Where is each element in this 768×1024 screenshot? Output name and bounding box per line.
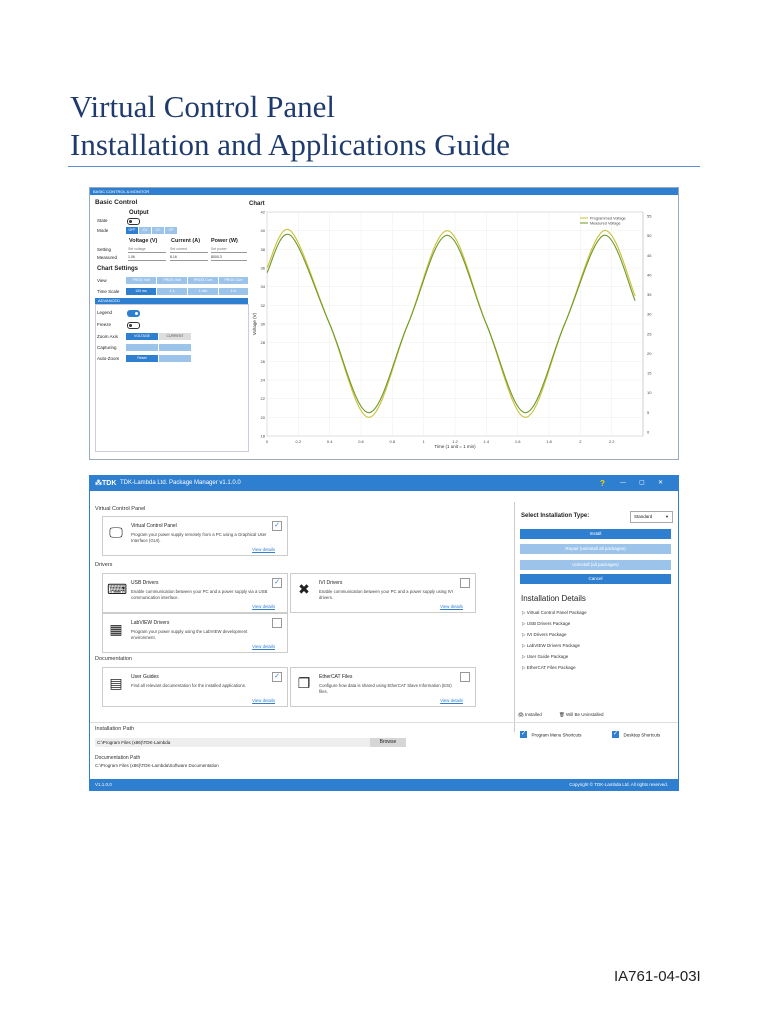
y-tick-label: 36 (260, 265, 265, 271)
package-name: IVI Drivers (319, 580, 343, 586)
package-checkbox[interactable] (460, 672, 470, 682)
installation-type-select[interactable] (630, 511, 673, 523)
output-heading: Output (129, 210, 149, 216)
y-tick-label: 24 (260, 377, 265, 383)
cancel-button[interactable]: Cancel (520, 574, 671, 584)
mode-off-button[interactable]: OFF (126, 227, 138, 234)
checkbox-icon: ✓ (612, 731, 619, 738)
voltage-heading: Voltage (V) (129, 238, 158, 244)
package-name: Virtual Control Panel (131, 523, 177, 529)
x-tick-label: 2 (579, 439, 582, 444)
x-tick-label: 0.2 (295, 439, 302, 444)
package-desc: Enable communication between your PC and a power supply using IVI drivers. (319, 589, 453, 600)
desktop-shortcuts-option[interactable] (612, 726, 660, 744)
freeze-label: Freeze (97, 322, 112, 327)
version-label: V1.1.0.0 (95, 782, 112, 787)
checkbox-icon: ✓ (520, 731, 527, 738)
y2-tick-label: 25 (647, 331, 652, 337)
mode-cv-button[interactable]: CV (139, 227, 151, 234)
x-tick-label: 0 (265, 439, 269, 444)
section-vcp: Virtual Control Panel (95, 506, 146, 512)
package-checkbox[interactable]: ✓ (272, 521, 282, 531)
advanced-label: ADVANCED (98, 298, 120, 303)
package-checkbox[interactable]: ✓ (272, 672, 282, 682)
package-checkbox[interactable]: ✓ (272, 578, 282, 588)
view-details-link[interactable]: View details (440, 604, 463, 609)
y-axis-label: Voltage (V) (252, 312, 257, 336)
time-100ms-button[interactable]: 100 ms (126, 288, 156, 295)
vcp-header: BASIC CONTROL & MONITOR (90, 188, 678, 195)
y2-tick-label: 30 (647, 311, 652, 317)
time-scale-label: Time Scale (97, 289, 120, 294)
y2-tick-label: 15 (647, 370, 652, 376)
current-heading: Current (A) (171, 238, 201, 244)
usb-icon: ⌨ (107, 581, 128, 597)
legend-uninstalled: 🗑 Will Be Uninstalled (559, 712, 604, 717)
labview-icon: ▦ (109, 621, 123, 637)
measured-label: Measured (97, 255, 118, 260)
book-icon: ▤ (109, 675, 123, 691)
package-card-labview[interactable] (102, 613, 288, 653)
y2-tick-label: 35 (647, 292, 652, 298)
doc-path-label: Documentation Path (95, 755, 141, 761)
y-tick-label: 34 (260, 284, 265, 290)
chart-heading: Chart (249, 201, 265, 207)
view-details-link[interactable]: View details (252, 547, 275, 552)
time-1min-button[interactable]: 1 min (188, 288, 218, 295)
auto-zoom-reset-button[interactable]: Reset (126, 355, 158, 362)
advanced-panel-frame (95, 304, 249, 452)
document-code: IA761-04-03I (614, 968, 701, 985)
x-tick-label: 1.8 (546, 439, 552, 444)
package-manager-screenshot (89, 475, 679, 791)
package-checkbox[interactable] (272, 618, 282, 628)
y2-tick-label: 0 (647, 429, 650, 435)
document-subtitle: Installation and Applications Guide (70, 127, 510, 162)
y-tick-label: 30 (260, 321, 265, 327)
browse-button[interactable]: Browse (370, 738, 406, 747)
package-desc: Program your power supply remotely from a PC using a Graphical User Interface (GUI). (131, 532, 267, 543)
x-tick-label: 0.6 (358, 439, 364, 444)
view-details-link[interactable]: View details (252, 698, 275, 703)
x-tick-label: 0.4 (326, 439, 333, 444)
select-value: Standard (634, 514, 653, 519)
menu-shortcuts-label: Program Menu Shortcuts (531, 732, 582, 738)
current-setting-input[interactable]: Set current (170, 246, 208, 253)
y2-tick-label: 55 (647, 213, 652, 219)
voltage-measured: 1.06 (128, 254, 166, 261)
x-tick-label: 0.8 (389, 439, 396, 444)
package-name: User Guides (131, 674, 159, 680)
x-tick-label: 1.6 (514, 439, 521, 444)
tdk-logo: ⁂TDK (95, 480, 117, 487)
maximize-icon[interactable]: ▢ (639, 480, 645, 486)
detail-item: ▷ IVI Drivers Package (522, 632, 567, 637)
document-title: Virtual Control Panel (70, 89, 336, 124)
y-tick-label: 32 (260, 302, 265, 308)
x-tick-label: 2.2 (608, 439, 615, 444)
package-card-user-guides[interactable] (102, 667, 288, 707)
minimize-icon[interactable]: — (620, 480, 626, 486)
y-tick-label: 20 (260, 414, 265, 420)
vcp-control-panel (93, 197, 248, 454)
window-titlebar (90, 476, 678, 491)
package-name: EtherCAT Files (319, 674, 353, 680)
detail-item: ▷ Virtual Control Panel Package (522, 610, 587, 615)
view-button-1[interactable]: PROG Volt (126, 277, 156, 284)
state-label: State (97, 218, 108, 223)
status-bar (90, 779, 678, 790)
package-desc: Program your power supply using the LabVIEW development environment. (131, 629, 248, 640)
auto-zoom-button-2[interactable] (159, 355, 191, 362)
view-button-4[interactable]: PROG Curr (219, 277, 248, 284)
x-tick-label: 1 (422, 439, 425, 444)
y2-tick-label: 20 (647, 350, 652, 356)
package-desc: Enable communication between your PC and a power supply via a USB communication interface. (131, 589, 268, 600)
uninstall-button[interactable]: Uninstall (all packages) (520, 560, 671, 570)
vcp-screenshot (89, 187, 679, 460)
voltage-chart (250, 208, 670, 453)
y-tick-label: 42 (260, 209, 265, 215)
install-path-input[interactable]: C:\Program Files (x86)\TDK-Lambda (95, 738, 370, 747)
legend-installed: 🖨 Installed (518, 712, 542, 717)
install-button[interactable]: Install (520, 529, 671, 539)
y-tick-label: 22 (260, 396, 265, 402)
x-tick-label: 1.4 (483, 439, 490, 444)
x-tick-label: 1.2 (452, 439, 458, 444)
voltage-setting-input[interactable]: Set voltage (128, 246, 166, 253)
y2-tick-label: 50 (647, 233, 652, 239)
y-tick-label: 38 (260, 246, 265, 252)
capturing-button-2[interactable] (159, 344, 191, 351)
view-details-link[interactable]: View details (440, 698, 463, 703)
zoom-voltage-button[interactable]: VOLTAGE (126, 333, 158, 340)
view-details-link[interactable]: View details (252, 604, 275, 609)
menu-shortcuts-option[interactable] (520, 726, 581, 744)
files-icon: ❐ (297, 675, 311, 691)
package-checkbox[interactable] (460, 578, 470, 588)
legend-label: Legend (97, 310, 113, 315)
window-title: TDK-Lambda Ltd. Package Manager v1.1.0.0 (120, 480, 241, 486)
basic-control-heading: Basic Control (95, 199, 138, 206)
install-path-label: Installation Path (95, 726, 135, 732)
y-tick-label: 28 (260, 340, 265, 346)
power-setting-input[interactable]: Set power (211, 246, 247, 253)
desktop-shortcuts-label: Desktop Shortcuts (623, 732, 661, 738)
y2-tick-label: 5 (647, 409, 650, 415)
installation-details-heading: Installation Details (521, 594, 586, 603)
mode-cc-button[interactable]: CC (152, 227, 164, 234)
tools-icon: ✖ (298, 581, 310, 597)
select-type-label: Select Installation Type: (521, 513, 590, 519)
repair-button[interactable]: Repair (uninstall all packages) (520, 544, 671, 554)
detail-item: ▷ LabVIEW Drivers Package (522, 643, 580, 648)
state-toggle[interactable] (127, 218, 140, 225)
package-desc: Find all relevant documentation for the installed applications. (131, 683, 247, 688)
capturing-button-1[interactable] (126, 344, 158, 351)
y-tick-label: 26 (260, 358, 265, 364)
time-1hr-button[interactable]: 1 hr (219, 288, 248, 295)
y-tick-label: 18 (260, 433, 265, 439)
chart-settings-heading: Chart Settings (97, 266, 139, 272)
title-rule (68, 166, 700, 167)
current-measured: 8.16 (170, 254, 208, 261)
view-label: View (97, 278, 107, 283)
y2-tick-label: 45 (647, 252, 652, 258)
package-card-ethercat[interactable] (290, 667, 476, 707)
monitor-icon: 🖵 (109, 524, 123, 540)
zoom-current-button[interactable]: CURRENT (159, 333, 191, 340)
y-tick-label: 40 (260, 228, 265, 234)
legend-toggle[interactable] (127, 310, 140, 317)
detail-item: ▷ USB Drivers Package (522, 621, 571, 626)
time-1s-button[interactable]: 1 s (157, 288, 187, 295)
section-documentation: Documentation (95, 656, 132, 662)
help-icon[interactable]: ? (600, 479, 605, 488)
package-card-usb[interactable] (102, 573, 288, 613)
panel-divider (514, 502, 515, 732)
capturing-label: Capturing (97, 345, 117, 350)
view-button-2[interactable]: PROG Volt (157, 277, 187, 284)
mode-cp-button[interactable]: CP (165, 227, 177, 234)
detail-item: ▷ User Guide Package (522, 654, 569, 659)
detail-item: ▷ EtherCAT Files Package (522, 665, 576, 670)
mode-label: Mode (97, 228, 109, 233)
setting-label: Setting (97, 247, 112, 252)
package-card-vcp[interactable] (102, 516, 288, 556)
y2-tick-label: 10 (647, 390, 652, 396)
package-card-ivi[interactable] (290, 573, 476, 613)
section-drivers: Drivers (95, 562, 113, 568)
package-name: LabVIEW Drivers (131, 620, 170, 626)
y2-tick-label: 40 (647, 272, 652, 278)
advanced-bar[interactable] (95, 298, 248, 304)
zoom-axis-label: Zoom Axis (97, 334, 119, 339)
section-divider (90, 722, 678, 723)
close-icon[interactable]: ✕ (658, 480, 664, 486)
package-desc: Configure how data is shared using EtherCAT Slave Information (ESI) files. (319, 683, 452, 694)
legend-label: Programmed Voltage (590, 216, 626, 221)
view-button-3[interactable]: PROG Curr (188, 277, 218, 284)
x-axis-label: Time (1 unit = 1 min) (434, 444, 476, 449)
auto-zoom-label: Auto-Zoom (97, 356, 120, 361)
doc-path-value: C:\Program Files (x86)\TDK-Lambda\Software Documentation (95, 763, 219, 768)
freeze-toggle[interactable] (127, 322, 140, 329)
package-name: USB Drivers (131, 580, 159, 586)
legend-label: Measured Voltage (590, 221, 621, 226)
view-details-link[interactable]: View details (252, 644, 275, 649)
power-measured: 8000.3 (211, 254, 247, 261)
chevron-down-icon: ▼ (665, 514, 669, 519)
copyright-label: Copyright © TDK-Lambda Ltd. All rights reserved. (569, 782, 668, 787)
power-heading: Power (W) (211, 238, 238, 244)
